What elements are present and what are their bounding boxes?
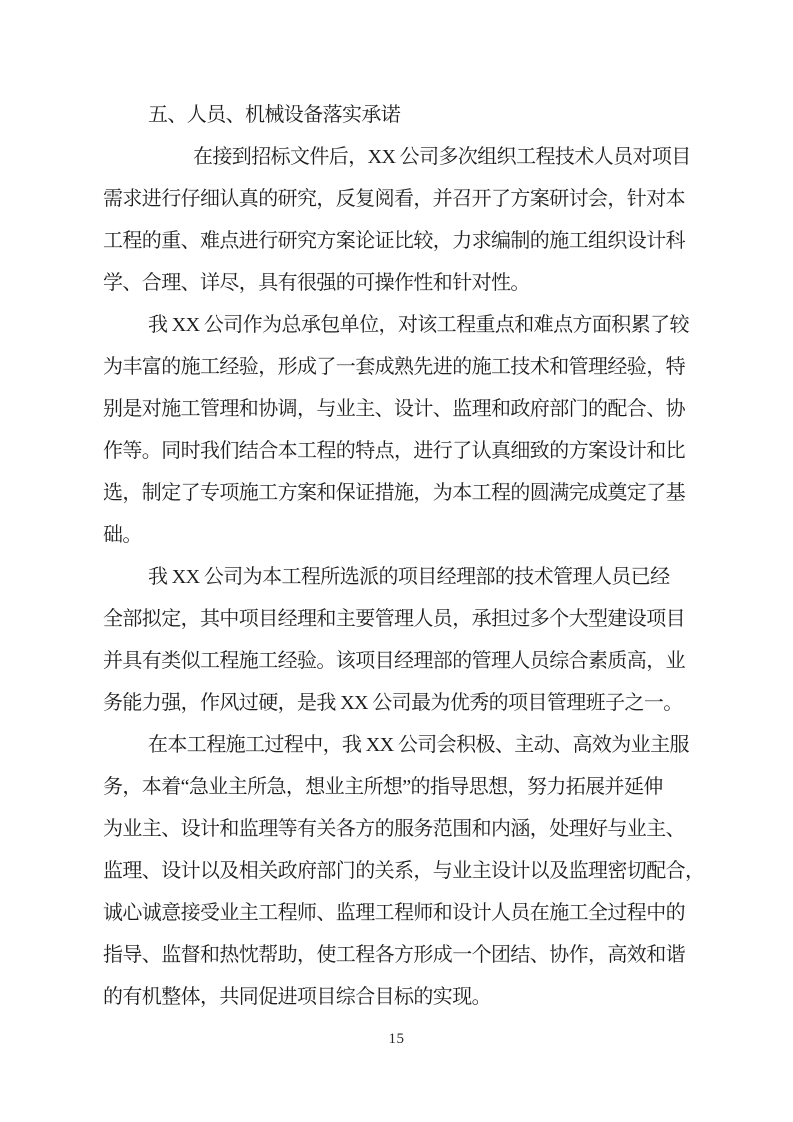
text-line: 工程的重、难点进行研究方案论证比较，力求编制的施工组织设计科 xyxy=(103,230,685,252)
document-text-block xyxy=(103,94,705,1018)
text-line: 务，本着“急业主所急，想业主所想”的指导思想，努力拓展并延伸 xyxy=(103,776,663,798)
section-heading: 五、人员、机械设备落实承诺 xyxy=(148,104,401,126)
text-line: 我 XX 公司作为总承包单位，对该工程重点和难点方面积累了较 xyxy=(148,314,689,336)
text-line: 诚心诚意接受业主工程师、监理工程师和设计人员在施工全过程中的 xyxy=(103,902,685,924)
text-line: 监理、设计以及相关政府部门的关系，与业主设计以及监理密切配合， xyxy=(103,860,705,882)
text-line: 选，制定了专项施工方案和保证措施，为本工程的圆满完成奠定了基 xyxy=(103,482,685,504)
text-line: 在本工程施工过程中，我 XX 公司会积极、主动、高效为业主服 xyxy=(148,734,689,756)
text-line: 指导、监督和热忱帮助，使工程各方形成一个团结、协作，高效和谐 xyxy=(103,944,685,966)
text-line: 在接到招标文件后，XX 公司多次组织工程技术人员对项目 xyxy=(193,146,691,168)
text-line: 础。 xyxy=(103,524,142,546)
text-line: 全部拟定，其中项目经理和主要管理人员，承担过多个大型建设项目 xyxy=(103,608,685,630)
text-line: 为业主、设计和监理等有关各方的服务范围和内涵，处理好与业主、 xyxy=(103,818,685,840)
page-number: 15 xyxy=(388,1031,405,1047)
text-line: 的有机整体，共同促进项目综合目标的实现。 xyxy=(103,986,491,1008)
text-line: 作等。同时我们结合本工程的特点，进行了认真细致的方案设计和比 xyxy=(103,440,685,462)
text-line: 并具有类似工程施工经验。该项目经理部的管理人员综合素质高，业 xyxy=(103,650,685,672)
text-line: 别是对施工管理和协调，与业主、设计、监理和政府部门的配合、协 xyxy=(103,398,685,420)
text-line: 我 XX 公司为本工程所选派的项目经理部的技术管理人员已经 xyxy=(148,566,670,588)
text-line: 为丰富的施工经验，形成了一套成熟先进的施工技术和管理经验，特 xyxy=(103,356,685,378)
text-line: 学、合理、详尽，具有很强的可操作性和针对性。 xyxy=(103,272,530,294)
text-line: 务能力强，作风过硬，是我 XX 公司最为优秀的项目管理班子之一。 xyxy=(103,692,683,714)
text-line: 需求进行仔细认真的研究，反复阅看，并召开了方案研讨会，针对本 xyxy=(103,188,685,210)
